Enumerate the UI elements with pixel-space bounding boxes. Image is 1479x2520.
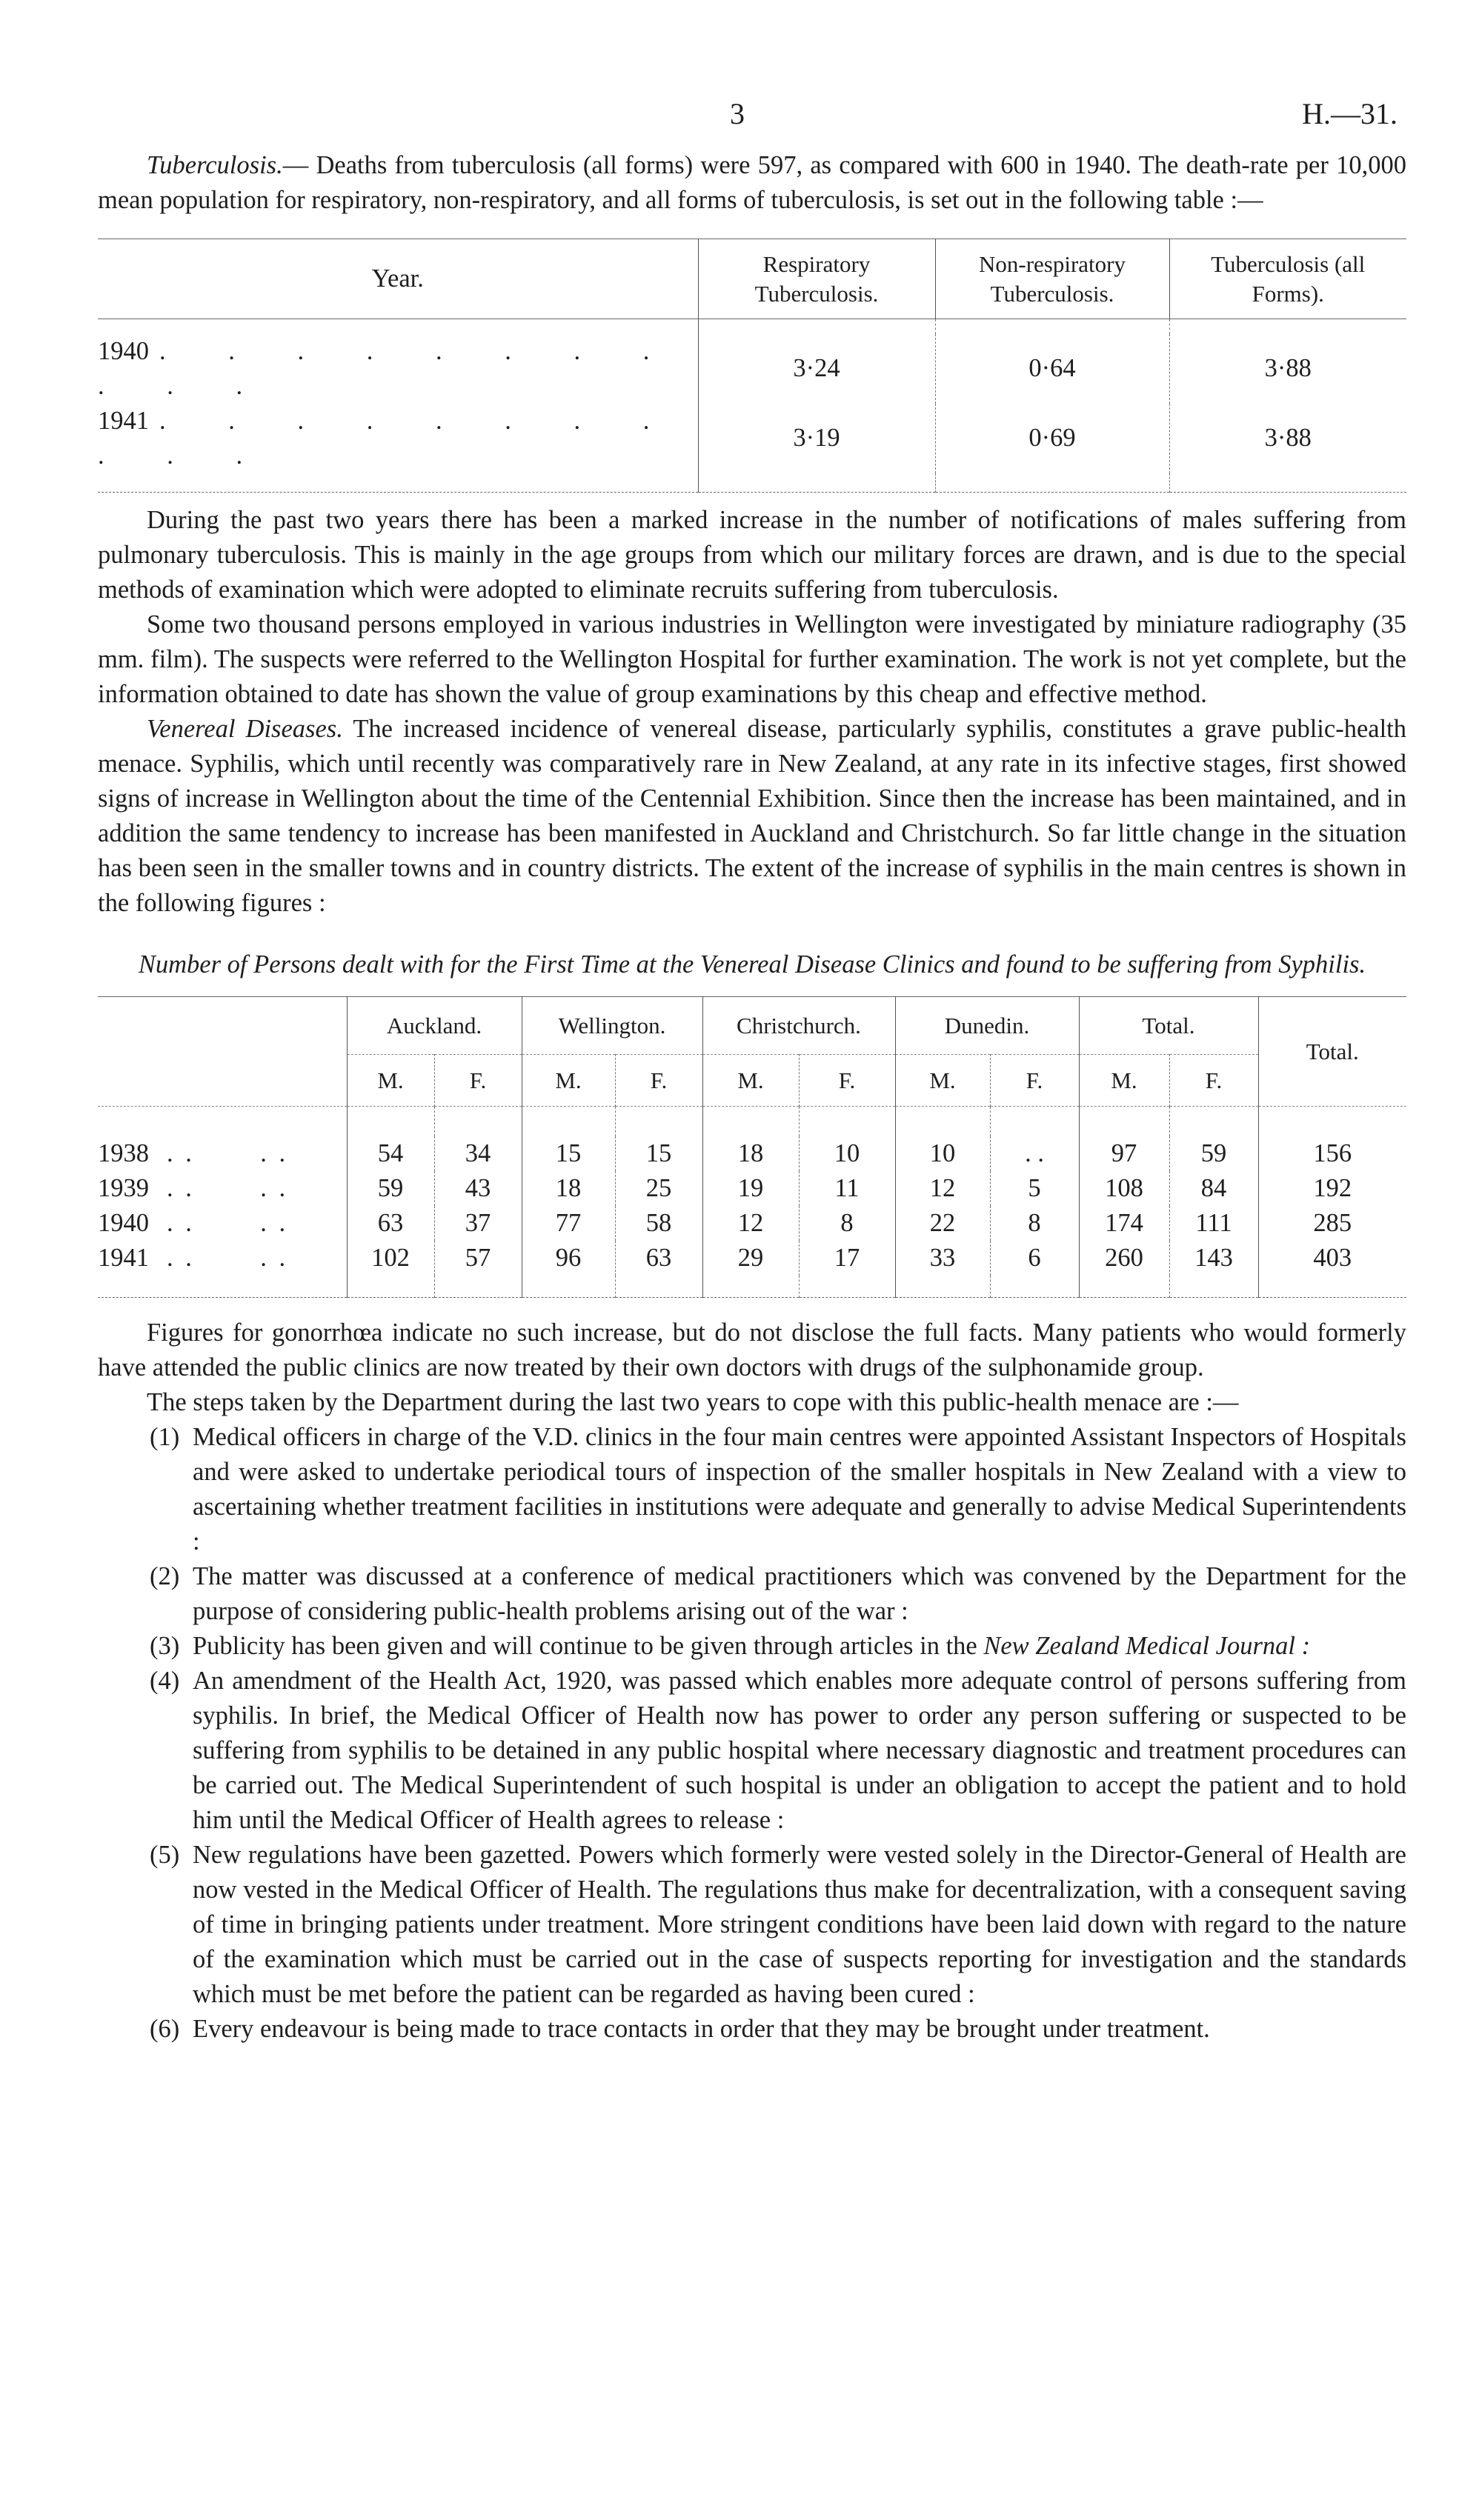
step-number: (5): [150, 1841, 180, 1869]
page-number: 3: [730, 97, 745, 130]
cell-auckland-f: 43: [434, 1171, 522, 1206]
cell-christchurch-f: 8: [799, 1206, 895, 1241]
col-female: F.: [615, 1055, 702, 1107]
cell-total-f: 111: [1169, 1206, 1258, 1241]
cell-christchurch-m: 29: [702, 1241, 799, 1276]
cell-total-f: 59: [1169, 1136, 1258, 1171]
steps-list: [98, 1420, 1406, 2047]
step-text: Medical officers in charge of the V.D. clinics in the four main centres were appointed Assistant Inspectors of Hospitals and were asked to undertake periodical tours of inspection of the smaller hospitals in New Zealand with a view to ascertaining whether treatment facilities in institutions were adequate and generally to advise Medical Superintendents :: [193, 1423, 1406, 1556]
list-item: [98, 2012, 1406, 2047]
venereal-heading: Venereal Diseases.: [147, 715, 343, 743]
cell-grand-total: 156: [1258, 1136, 1406, 1171]
cell-dunedin-f: 8: [990, 1206, 1079, 1241]
tb-row-all-forms: 3·88: [1169, 404, 1406, 473]
syphilis-row-1940: [98, 1206, 1406, 1241]
cell-wellington-m: 96: [522, 1241, 615, 1276]
cell-wellington-f: 25: [615, 1171, 702, 1206]
cell-auckland-m: 59: [347, 1171, 434, 1206]
cell-wellington-m: 18: [522, 1171, 615, 1206]
step-number: (3): [150, 1632, 180, 1660]
tb-row-1940: [98, 334, 1406, 404]
cell-christchurch-f: 11: [799, 1171, 895, 1206]
cell-dunedin-m: 12: [895, 1171, 990, 1206]
city-christchurch: Christchurch.: [702, 997, 895, 1055]
list-item: [98, 1629, 1406, 1664]
tb-row-all-forms: 3·88: [1169, 334, 1406, 404]
tb-col-all-forms: Tuberculosis (all Forms).: [1169, 239, 1406, 319]
cell-christchurch-f: 17: [799, 1241, 895, 1276]
cell-dunedin-f: 6: [990, 1241, 1079, 1276]
syphilis-row-year: 1938 . . . .: [98, 1139, 289, 1167]
page-body: [98, 148, 1406, 2047]
syphilis-row-1938: [98, 1136, 1406, 1171]
list-item: [98, 1420, 1406, 1559]
tb-row-respiratory: 3·24: [698, 334, 935, 404]
syphilis-spacer-row: [98, 1107, 1406, 1136]
col-male: M.: [1079, 1055, 1169, 1107]
page-header: [0, 96, 1479, 141]
gonorrhoea-paragraph: Figures for gonorrhœa indicate no such increase, but do not disclose the full facts. Many patients who would formerly have attended the public clinics are now treated by their own doctors with drugs of the sulphonamide group.: [98, 1319, 1406, 1381]
tuberculosis-intro-text: — Deaths from tuberculosis (all forms) were 597, as compared with 600 in 1940. The death-rate per 10,000 mean population for respiratory, non-respiratory, and all forms of tuberculosis, is set out in the following table :—: [98, 151, 1406, 214]
page-reference: H.—31.: [1302, 97, 1397, 130]
step-text: Every endeavour is being made to trace contacts in order that they may be brought under treatment.: [193, 2015, 1210, 2043]
tb-row-1941: [98, 404, 1406, 473]
step-text: Publicity has been given and will continue to be given through articles in the: [193, 1632, 984, 1660]
col-female: F.: [799, 1055, 895, 1107]
tb-col-year: Year.: [371, 264, 424, 293]
cell-auckland-m: 102: [347, 1241, 434, 1276]
tb-col-nonrespiratory: Non-respiratory Tuberculosis.: [935, 239, 1169, 319]
tb-spacer-row: [98, 319, 1406, 334]
tuberculosis-heading: Tuberculosis.: [147, 151, 283, 179]
cell-total-m: 174: [1079, 1206, 1169, 1241]
cell-dunedin-m: 22: [895, 1206, 990, 1241]
tb-row-respiratory: 3·19: [698, 404, 935, 473]
cell-dunedin-m: 10: [895, 1136, 990, 1171]
list-item: [98, 1838, 1406, 2012]
venereal-paragraph: [98, 712, 1406, 921]
tb-row-nonrespiratory: 0·64: [935, 334, 1169, 404]
cell-total-m: 97: [1079, 1136, 1169, 1171]
cell-grand-total: 192: [1258, 1171, 1406, 1206]
cell-grand-total: 285: [1258, 1206, 1406, 1241]
col-female: F.: [990, 1055, 1079, 1107]
cell-dunedin-f: 5: [990, 1171, 1079, 1206]
tuberculosis-paragraph-1: During the past two years there has been a marked increase in the number of notifications of males suffering from pulmonary tuberculosis. This is mainly in the age groups from which our military forces are drawn, and is due to the special methods of examination which were adopted to eliminate recruits suffering from tuberculosis.: [98, 506, 1406, 604]
venereal-paragraph-text: The increased incidence of venereal disease, particularly syphilis, constitutes a grave public-health menace. Syphilis, which until recently was comparatively rare in New Zealand, at any rate in its infective stages, first showed signs of increase in Wellington about the time of the Centennial Exhibition. Since then the increase has been maintained, and in addition the same tendency to increase has been manifested in Auckland and Christchurch. So far little change in the situation has been seen in the smaller towns and in country districts. The extent of the increase of syphilis in the main centres is shown in the following figures :: [98, 715, 1406, 917]
cell-total-m: 260: [1079, 1241, 1169, 1276]
list-item: [98, 1559, 1406, 1629]
cell-dunedin-m: 33: [895, 1241, 990, 1276]
col-female: F.: [1169, 1055, 1258, 1107]
cell-christchurch-f: 10: [799, 1136, 895, 1171]
tuberculosis-table: [98, 239, 1406, 493]
step-text: New regulations have been gazetted. Powers which formerly were vested solely in the Director-General of Health are now vested in the Medical Officer of Health. The regulations thus make for decentralization, with a consequent saving of time in bringing patients under treatment. More stringent conditions have been laid down with regard to the nature of the examination which must be carried out in the case of suspects reporting for investigation and the standards which must be met before the patient can be regarded as having been cured :: [193, 1841, 1406, 2008]
col-male: M.: [895, 1055, 990, 1107]
cell-wellington-m: 15: [522, 1136, 615, 1171]
cell-wellington-f: 15: [615, 1136, 702, 1171]
city-dunedin: Dunedin.: [895, 997, 1079, 1055]
city-wellington: Wellington.: [522, 997, 702, 1055]
cell-auckland-f: 57: [434, 1241, 522, 1276]
step-number: (2): [150, 1562, 180, 1590]
syphilis-bottom-row: [98, 1276, 1406, 1298]
cell-total-f: 84: [1169, 1171, 1258, 1206]
col-male: M.: [522, 1055, 615, 1107]
tb-col-respiratory: Respiratory Tuberculosis.: [698, 239, 935, 319]
syphilis-row-year: 1940 . . . .: [98, 1208, 289, 1237]
grand-total-header: Total.: [1258, 997, 1406, 1107]
steps-intro: The steps taken by the Department during the last two years to cope with this public-health menace are :—: [147, 1388, 1239, 1416]
tuberculosis-paragraph-2: Some two thousand persons employed in various industries in Wellington were investigated by miniature radiography (35 mm. film). The suspects were referred to the Wellington Hospital for further examination. The work is not yet complete, but the information obtained to date has shown the value of group examinations by this cheap and effective method.: [98, 610, 1406, 708]
syphilis-row-year: 1939 . . . .: [98, 1173, 289, 1202]
cell-auckland-f: 34: [434, 1136, 522, 1171]
step-number: (1): [150, 1423, 180, 1451]
tb-header-row: [98, 239, 1406, 319]
cell-christchurch-m: 18: [702, 1136, 799, 1171]
syphilis-row-1941: [98, 1241, 1406, 1276]
cell-auckland-f: 37: [434, 1206, 522, 1241]
cell-grand-total: 403: [1258, 1241, 1406, 1276]
cell-auckland-m: 54: [347, 1136, 434, 1171]
step-text: An amendment of the Health Act, 1920, was passed which enables more adequate control of persons suffering from syphilis. In brief, the Medical Officer of Health now has power to order any person suffering or suspected to be suffering from syphilis to be detained in any public hospital where necessary diagnostic and treatment procedures can be carried out. The Medical Superintendent of such hospital is under an obligation to accept the patient and to hold him until the Medical Officer of Health agrees to release :: [193, 1667, 1406, 1834]
syphilis-city-header-row: [98, 997, 1406, 1055]
cell-wellington-m: 77: [522, 1206, 615, 1241]
tb-bottom-row: [98, 473, 1406, 493]
syphilis-row-1939: [98, 1171, 1406, 1206]
col-male: M.: [702, 1055, 799, 1107]
col-male: M.: [347, 1055, 434, 1107]
tb-row-year: 1940 . . . . . . . . . . .: [98, 336, 678, 400]
cell-total-m: 108: [1079, 1171, 1169, 1206]
journal-title: New Zealand Medical Journal :: [983, 1632, 1311, 1660]
tuberculosis-intro: [98, 148, 1406, 218]
step-number: (6): [150, 2015, 180, 2043]
city-total: Total.: [1079, 997, 1258, 1055]
col-female: F.: [434, 1055, 522, 1107]
syphilis-table-caption: Number of Persons dealt with for the First Time at the Venereal Disease Clinics and found to be suffering from Syphilis.: [138, 950, 1366, 979]
city-auckland: Auckland.: [347, 997, 522, 1055]
list-item: [98, 1664, 1406, 1838]
step-text: The matter was discussed at a conference of medical practitioners which was convened by the Department for the purpose of considering public-health problems arising out of the war :: [193, 1562, 1406, 1625]
cell-christchurch-m: 19: [702, 1171, 799, 1206]
cell-wellington-f: 58: [615, 1206, 702, 1241]
cell-dunedin-f: . .: [990, 1136, 1079, 1171]
tb-row-nonrespiratory: 0·69: [935, 404, 1169, 473]
syphilis-row-year: 1941 . . . .: [98, 1243, 289, 1272]
cell-total-f: 143: [1169, 1241, 1258, 1276]
cell-auckland-m: 63: [347, 1206, 434, 1241]
cell-christchurch-m: 12: [702, 1206, 799, 1241]
step-number: (4): [150, 1667, 180, 1695]
tb-row-year: 1941 . . . . . . . . . . .: [98, 406, 678, 470]
syphilis-table: [98, 996, 1406, 1298]
cell-wellington-f: 63: [615, 1241, 702, 1276]
